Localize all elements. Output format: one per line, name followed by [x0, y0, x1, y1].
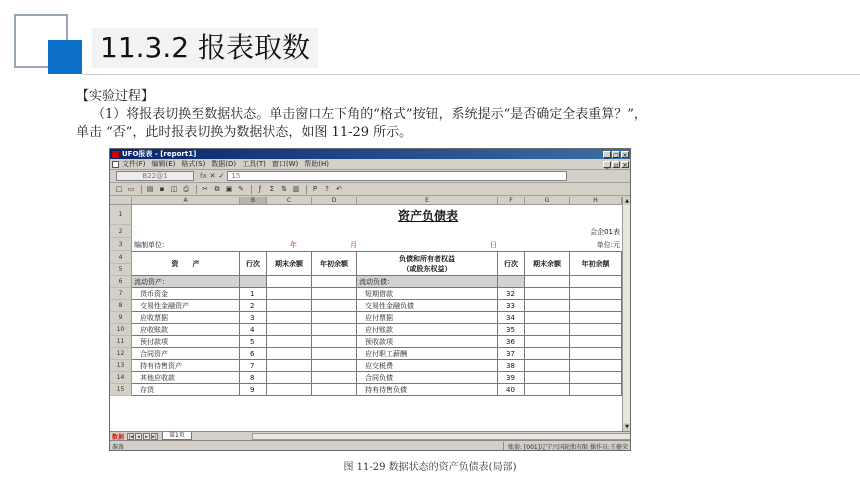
header-liability-line2: （或股东权益） — [402, 264, 452, 273]
cancel-icon[interactable]: ✕ — [209, 172, 216, 180]
row-header-1[interactable]: 1 — [110, 205, 132, 225]
chart-icon[interactable]: ▥ — [292, 185, 300, 193]
column-header-c[interactable]: C — [267, 197, 312, 205]
app-icon — [112, 151, 119, 158]
confirm-icon[interactable]: ✓ — [218, 172, 225, 180]
asset-name[interactable]: 其他应收款 — [132, 372, 240, 384]
paragraph-line-1: （1）将报表切换至数据状态。单击窗口左下角的“格式”按钮，系统提示“是否确定全表重算？”， — [92, 107, 647, 122]
status-ready: 准备 — [112, 443, 125, 451]
company-label: 编制单位: — [134, 240, 165, 249]
asset-end-balance[interactable] — [267, 360, 312, 372]
liability-row-no[interactable]: 38 — [498, 360, 525, 372]
sum-icon[interactable]: Σ — [269, 185, 275, 193]
row-header-10[interactable]: 10 — [110, 324, 132, 336]
scroll-up-icon[interactable]: ▲ — [623, 197, 631, 205]
sheet-tab-page-1[interactable]: 第1页 — [162, 432, 192, 440]
asset-end-balance[interactable] — [267, 336, 312, 348]
asset-row-no[interactable]: 1 — [240, 288, 267, 300]
row-header-7[interactable]: 7 — [110, 288, 132, 300]
window-titlebar — [110, 149, 630, 159]
row-header-2[interactable]: 2 — [110, 225, 132, 238]
liability-row-no[interactable]: 36 — [498, 336, 525, 348]
row-header-12[interactable]: 12 — [110, 348, 132, 360]
asset-begin-balance[interactable] — [312, 384, 357, 396]
toolbar-separator — [196, 185, 197, 194]
header-asset: 资 产 — [132, 251, 240, 276]
section-liab-rowno — [498, 276, 525, 288]
liability-row-no[interactable]: 33 — [498, 300, 525, 312]
ufo-report-window — [109, 148, 631, 451]
liability-name[interactable]: 短期借款 — [357, 288, 498, 300]
liability-end-balance[interactable] — [525, 372, 570, 384]
row-header-6[interactable]: 6 — [110, 276, 132, 288]
header-liability — [357, 251, 498, 276]
row-header-13[interactable]: 13 — [110, 360, 132, 372]
row-header-9[interactable]: 9 — [110, 312, 132, 324]
asset-begin-balance[interactable] — [312, 348, 357, 360]
status-account-info: 账套: [001]辽宁兴国轮胎有限 操作员:王健荣 — [503, 442, 631, 451]
doc-minimize-button[interactable]: _ — [603, 161, 611, 168]
header-begin-balance: 年初余额 — [312, 251, 357, 276]
row-header-14[interactable]: 14 — [110, 372, 132, 384]
print-icon[interactable]: ⎙ — [183, 185, 189, 193]
liability-name[interactable]: 持有待售负债 — [357, 384, 498, 396]
scroll-down-icon[interactable]: ▼ — [623, 423, 631, 431]
form-number: 会企01表 — [590, 227, 620, 236]
format-painter-icon[interactable]: ✎ — [238, 185, 244, 193]
paste-icon[interactable]: ▣ — [225, 185, 233, 193]
section-liab-end — [525, 276, 570, 288]
sort-asc-icon[interactable]: ⇅ — [281, 185, 287, 193]
first-sheet-button[interactable]: |◂ — [128, 433, 133, 440]
liability-name[interactable]: 交易性金融负债 — [357, 300, 498, 312]
mode-toggle-button[interactable]: 数据 — [112, 433, 125, 441]
column-header-a[interactable]: A — [132, 197, 240, 205]
asset-begin-balance[interactable] — [312, 300, 357, 312]
liability-name[interactable]: 应付职工薪酬 — [357, 348, 498, 360]
asset-row-no[interactable]: 9 — [240, 384, 267, 396]
liability-end-balance[interactable] — [525, 348, 570, 360]
row-header-15[interactable]: 15 — [110, 384, 132, 396]
toolbar-separator — [306, 185, 307, 194]
liability-row-no[interactable]: 37 — [498, 348, 525, 360]
title-divider — [82, 74, 860, 75]
prev-sheet-button[interactable]: ◂ — [135, 433, 142, 440]
liability-end-balance[interactable] — [525, 312, 570, 324]
asset-name[interactable]: 货币资金 — [132, 288, 240, 300]
formula-input[interactable]: 15 — [227, 171, 567, 181]
status-bar — [110, 440, 631, 451]
liability-end-balance[interactable] — [525, 324, 570, 336]
copy-icon[interactable]: ⧉ — [214, 185, 220, 193]
copy-doc-icon[interactable]: ▤ — [146, 185, 154, 193]
column-header-d[interactable]: D — [312, 197, 357, 205]
cut-icon[interactable]: ✂ — [202, 185, 208, 193]
header-end-balance: 期末余额 — [267, 251, 312, 276]
liability-name[interactable]: 应交税费 — [357, 360, 498, 372]
decorative-blue-square — [48, 40, 82, 74]
asset-row-no[interactable]: 4 — [240, 324, 267, 336]
new-icon[interactable]: □ — [115, 185, 123, 193]
liability-row-no[interactable]: 40 — [498, 384, 525, 396]
liability-end-balance[interactable] — [525, 336, 570, 348]
asset-begin-balance[interactable] — [312, 336, 357, 348]
asset-begin-balance[interactable] — [312, 288, 357, 300]
asset-end-balance[interactable] — [267, 312, 312, 324]
liability-begin-balance[interactable] — [570, 348, 622, 360]
vertical-scrollbar[interactable] — [622, 197, 631, 431]
section-asset-begin — [312, 276, 357, 288]
section-asset-end — [267, 276, 312, 288]
asset-begin-balance[interactable] — [312, 312, 357, 324]
liability-begin-balance[interactable] — [570, 372, 622, 384]
liability-row-no[interactable]: 39 — [498, 372, 525, 384]
report-title: 资产负债表 — [397, 209, 458, 223]
liability-begin-balance[interactable] — [570, 300, 622, 312]
row-header-3[interactable]: 3 — [110, 238, 132, 251]
asset-end-balance[interactable] — [267, 324, 312, 336]
menu-tools[interactable]: 工具(T) — [242, 160, 266, 168]
report-grid — [110, 197, 622, 431]
header-row-no-2: 行次 — [498, 251, 525, 276]
asset-row-no[interactable]: 8 — [240, 372, 267, 384]
window-title: UFO报表 - [report1] — [122, 150, 197, 158]
asset-name[interactable]: 合同资产 — [132, 348, 240, 360]
section-heading: 【实验过程】 — [76, 89, 155, 104]
maximize-button[interactable]: □ — [613, 151, 619, 159]
asset-begin-balance[interactable] — [312, 324, 357, 336]
menubar — [110, 159, 630, 170]
asset-row-no[interactable]: 2 — [240, 300, 267, 312]
paragraph-line-2: 单击 “否”，此时报表切换为数据状态，如图 11-29 所示。 — [76, 125, 413, 140]
liability-begin-balance[interactable] — [570, 288, 622, 300]
liability-row-no[interactable]: 32 — [498, 288, 525, 300]
help-icon[interactable]: ? — [325, 185, 329, 193]
undo-icon[interactable]: ↶ — [336, 185, 342, 193]
row-header-11[interactable]: 11 — [110, 336, 132, 348]
row-header-4[interactable]: 4 — [110, 251, 132, 264]
menu-data[interactable]: 数据(D) — [211, 160, 237, 168]
liability-row-no[interactable]: 35 — [498, 324, 525, 336]
year-label: 年 — [290, 240, 297, 249]
column-header-b[interactable]: B — [240, 197, 267, 205]
toolbar-separator — [141, 185, 142, 194]
column-header-h[interactable]: H — [570, 197, 622, 205]
unit-label: 单位:元 — [596, 240, 620, 249]
liability-row-no[interactable]: 34 — [498, 312, 525, 324]
slide-title: 11.3.2 报表取数 — [92, 28, 318, 68]
asset-name[interactable]: 预付款项 — [132, 336, 240, 348]
function-icon[interactable]: ƒ — [258, 185, 262, 193]
liability-begin-balance[interactable] — [570, 324, 622, 336]
liability-name[interactable]: 预收款项 — [357, 336, 498, 348]
asset-end-balance[interactable] — [267, 300, 312, 312]
month-label: 月 — [350, 240, 357, 249]
column-header-f[interactable]: F — [498, 197, 525, 205]
row-header-5[interactable]: 5 — [110, 264, 132, 276]
header-row-no: 行次 — [240, 251, 267, 276]
column-header-e[interactable]: E — [357, 197, 498, 205]
cell-reference-box[interactable]: B22@1 — [116, 171, 194, 181]
asset-name[interactable]: 存货 — [132, 384, 240, 396]
menu-file[interactable]: 文件(F) — [122, 160, 146, 168]
section-liab-begin — [570, 276, 622, 288]
liability-begin-balance[interactable] — [570, 384, 622, 396]
document-icon — [112, 161, 119, 168]
doc-close-button[interactable]: × — [622, 161, 628, 169]
liability-name[interactable]: 合同负债 — [357, 372, 498, 384]
liability-begin-balance[interactable] — [570, 312, 622, 324]
liability-name[interactable]: 应付账款 — [357, 324, 498, 336]
sheet-bar — [110, 431, 631, 440]
liability-end-balance[interactable] — [525, 360, 570, 372]
asset-name[interactable]: 应收账款 — [132, 324, 240, 336]
asset-name[interactable]: 持有待售资产 — [132, 360, 240, 372]
menu-window[interactable]: 窗口(W) — [271, 160, 299, 168]
row-header-8[interactable]: 8 — [110, 300, 132, 312]
corner-cell[interactable] — [110, 197, 132, 205]
asset-row-no[interactable]: 7 — [240, 360, 267, 372]
asset-end-balance[interactable] — [267, 372, 312, 384]
formula-bar — [110, 170, 630, 183]
day-label: 日 — [490, 240, 497, 249]
asset-end-balance[interactable] — [267, 288, 312, 300]
toolbar — [110, 183, 630, 196]
column-header-g[interactable]: G — [525, 197, 570, 205]
close-button[interactable]: × — [622, 151, 628, 159]
asset-end-balance[interactable] — [267, 348, 312, 360]
liability-begin-balance[interactable] — [570, 336, 622, 348]
asset-begin-balance[interactable] — [312, 372, 357, 384]
section-current-liabilities: 流动负债： — [357, 276, 498, 288]
asset-begin-balance[interactable] — [312, 360, 357, 372]
header-liability-line1: 负债和所有者权益 — [399, 254, 455, 263]
asset-name[interactable]: 应收票据 — [132, 312, 240, 324]
save-icon[interactable]: ▪ — [159, 185, 165, 193]
liability-begin-balance[interactable] — [570, 360, 622, 372]
menu-help[interactable]: 帮助(H) — [304, 160, 330, 168]
toolbar-separator — [251, 185, 252, 194]
bold-p-icon[interactable]: P — [312, 185, 318, 193]
section-asset-rowno — [240, 276, 267, 288]
asset-name[interactable]: 交易性金融资产 — [132, 300, 240, 312]
next-sheet-button[interactable]: ▸ — [143, 433, 150, 440]
last-sheet-button[interactable]: ▸| — [152, 433, 157, 440]
asset-end-balance[interactable] — [267, 384, 312, 396]
asset-row-no[interactable]: 5 — [240, 336, 267, 348]
preview-icon[interactable]: ◫ — [170, 185, 178, 193]
menu-edit[interactable]: 编辑(E) — [151, 160, 176, 168]
liability-end-balance[interactable] — [525, 300, 570, 312]
header-end-balance-2: 期末余额 — [525, 251, 570, 276]
minimize-button[interactable]: _ — [603, 151, 611, 158]
header-begin-balance-2: 年初余额 — [570, 251, 622, 276]
menu-format[interactable]: 格式(S) — [181, 160, 206, 168]
liability-end-balance[interactable] — [525, 288, 570, 300]
function-icon[interactable]: fx — [200, 172, 207, 180]
asset-row-no[interactable]: 6 — [240, 348, 267, 360]
open-icon[interactable]: ▭ — [127, 185, 135, 193]
liability-name[interactable]: 应付票据 — [357, 312, 498, 324]
figure-caption: 图 11-29 数据状态的资产负债表(局部) — [343, 462, 517, 473]
section-current-assets: 流动资产： — [132, 276, 240, 288]
horizontal-scrollbar[interactable] — [252, 433, 631, 440]
doc-restore-button[interactable]: ▫ — [613, 161, 619, 169]
asset-row-no[interactable]: 3 — [240, 312, 267, 324]
liability-end-balance[interactable] — [525, 384, 570, 396]
